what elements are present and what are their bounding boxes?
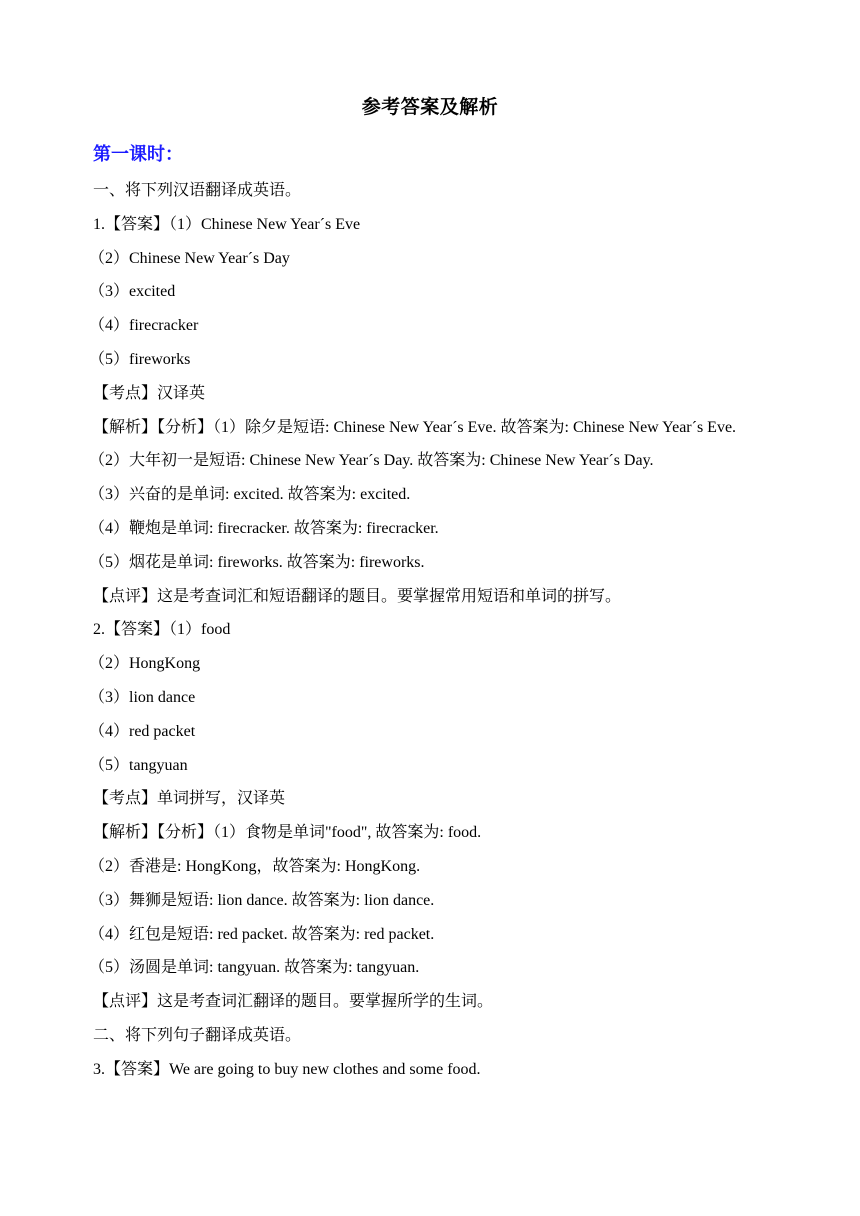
analysis-item: （2）香港是: HongKong，故答案为: HongKong. [89,857,421,875]
answer-item: （4）red packet [89,722,196,740]
section-heading: 二、将下列句子翻译成英语。 [93,1026,302,1044]
answer-line: 1.【答案】（1）Chinese New Year´s Eve [93,215,361,233]
answer-item: （2）HongKong [89,655,201,673]
page-title: 参考答案及解析 [361,96,499,118]
lesson-heading: 第一课时： [93,144,183,165]
knowledge-point: 【考点】单词拼写，汉译英 [93,790,286,808]
analysis-item: （4）鞭炮是单词: firecracker. 故答案为: firecracker. [89,519,439,537]
answer-item: （3）lion dance [89,688,196,706]
section-heading: 一、将下列汉语翻译成英语。 [93,182,302,199]
answer-line: 3.【答案】We are going to buy new clothes and some food. [93,1060,481,1078]
analysis-line: 【解析】【分析】（1）除夕是短语: Chinese New Year´s Eve. 故答案为: Chinese New Year´s Eve. [93,418,737,436]
knowledge-point: 【考点】汉译英 [93,384,206,402]
analysis-line: 【解析】【分析】（1）食物是单词"food", 故答案为: food. [93,824,482,842]
answer-item: （2）Chinese New Year´s Day [89,249,290,267]
answer-content [89,174,773,1087]
answer-line: 2.【答案】（1）food [93,621,231,639]
answer-item: （5）fireworks [89,350,191,368]
analysis-item: （4）红包是短语: red packet. 故答案为: red packet. [89,925,435,943]
comment-line: 【点评】这是考查词汇和短语翻译的题目。要掌握常用短语和单词的拼写。 [93,587,622,605]
answer-item: （5）tangyuan [89,756,188,774]
answer-item: （4）firecracker [89,317,199,335]
analysis-item: （3）兴奋的是单词: excited. 故答案为: excited. [89,486,411,504]
answer-item: （3）excited [89,283,176,301]
analysis-item: （2）大年初一是短语: Chinese New Year´s Day. 故答案为: Chinese New Year´s Day. [89,452,654,470]
analysis-item: （5）汤圆是单词: tangyuan. 故答案为: tangyuan. [89,959,420,977]
analysis-item: （5）烟花是单词: fireworks. 故答案为: fireworks. [89,553,425,571]
analysis-item: （3）舞狮是短语: lion dance. 故答案为: lion dance. [89,891,435,909]
comment-line: 【点评】这是考查词汇翻译的题目。要掌握所学的生词。 [93,993,494,1011]
